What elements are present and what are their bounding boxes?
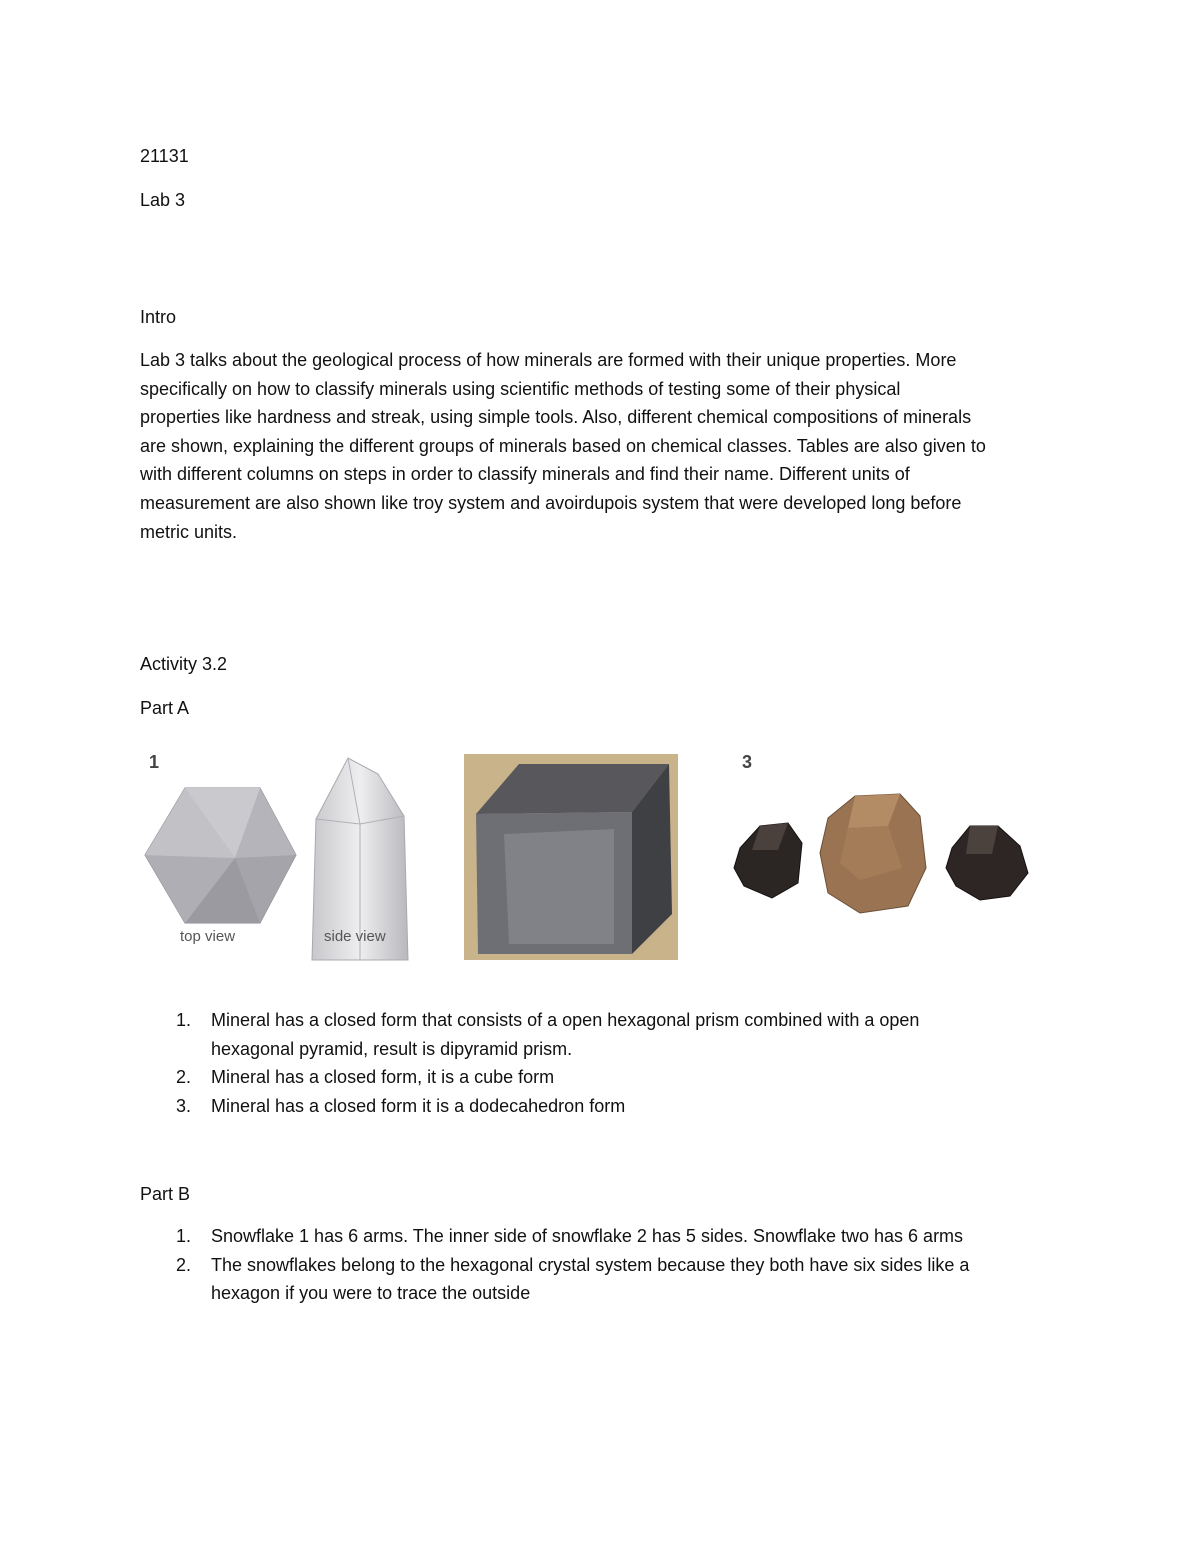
part-a-heading: Part A [140,698,190,718]
list-item-number: 2. [176,1067,192,1088]
list-item-text: hexagonal pyramid, result is dipyramid prism. [211,1038,573,1059]
list-item-text: Mineral has a closed form that consists of a open hexagonal prism combined with a open [211,1010,920,1030]
list-item-text: Mineral has a closed form, it is a cube form [211,1067,555,1088]
intro-line: specifically on how to classify minerals using scientific methods of testing some of their physical [140,378,901,399]
intro-line: measurement are also shown like troy system and avoirdupois system that were developed long before [140,492,962,513]
list-item [140,1092,1040,1121]
figure-label-3: 3 [742,752,753,772]
cube-mineral-image [464,754,678,960]
figure-label-1: 1 [149,752,160,772]
part-a-answers [140,1006,1040,1120]
lab-title: Lab 3 [140,190,186,210]
intro-paragraph [140,346,1070,546]
list-item-number: 2. [176,1254,192,1275]
intro-line: are shown, explaining the different groups of minerals based on chemical classes. Tables are also given to [140,435,986,456]
quartz-top-view-image [140,783,300,933]
mineral-crystal-figure [140,748,1040,963]
list-item-text: Mineral has a closed form it is a dodecahedron form [211,1095,626,1116]
list-item-text: The snowflakes belong to the hexagonal crystal system because they both have six sides like a [211,1254,970,1275]
side-view-caption: side view [324,928,386,945]
list-item-number: 1. [176,1010,192,1030]
intro-heading: Intro [140,307,177,327]
intro-line: with different columns on steps in order to classify minerals and find their name. Different units of [140,464,910,485]
top-view-caption: top view [180,928,236,945]
activity-heading: Activity 3.2 [140,654,228,674]
list-item [140,1006,1040,1063]
list-item-text: Snowflake 1 has 6 arms. The inner side of snowflake 2 has 5 sides. Snowflake two has 6 arms [211,1226,964,1246]
intro-line: metric units. [140,521,238,542]
list-item-number: 3. [176,1095,192,1116]
part-b-answers [140,1222,1040,1308]
list-item [140,1222,1040,1251]
list-item [140,1063,1040,1092]
list-item [140,1251,1040,1308]
part-b-heading: Part B [140,1184,191,1204]
intro-line: Lab 3 talks about the geological process of how minerals are formed with their unique properties. More [140,350,957,370]
list-item-number: 1. [176,1226,192,1246]
document-id: 21131 [140,146,189,166]
intro-line: properties like hardness and streak, using simple tools. Also, different chemical compositions of minerals [140,407,972,428]
dodecahedron-minerals-image [730,788,1040,923]
list-item-text: hexagon if you were to trace the outside [211,1283,531,1304]
